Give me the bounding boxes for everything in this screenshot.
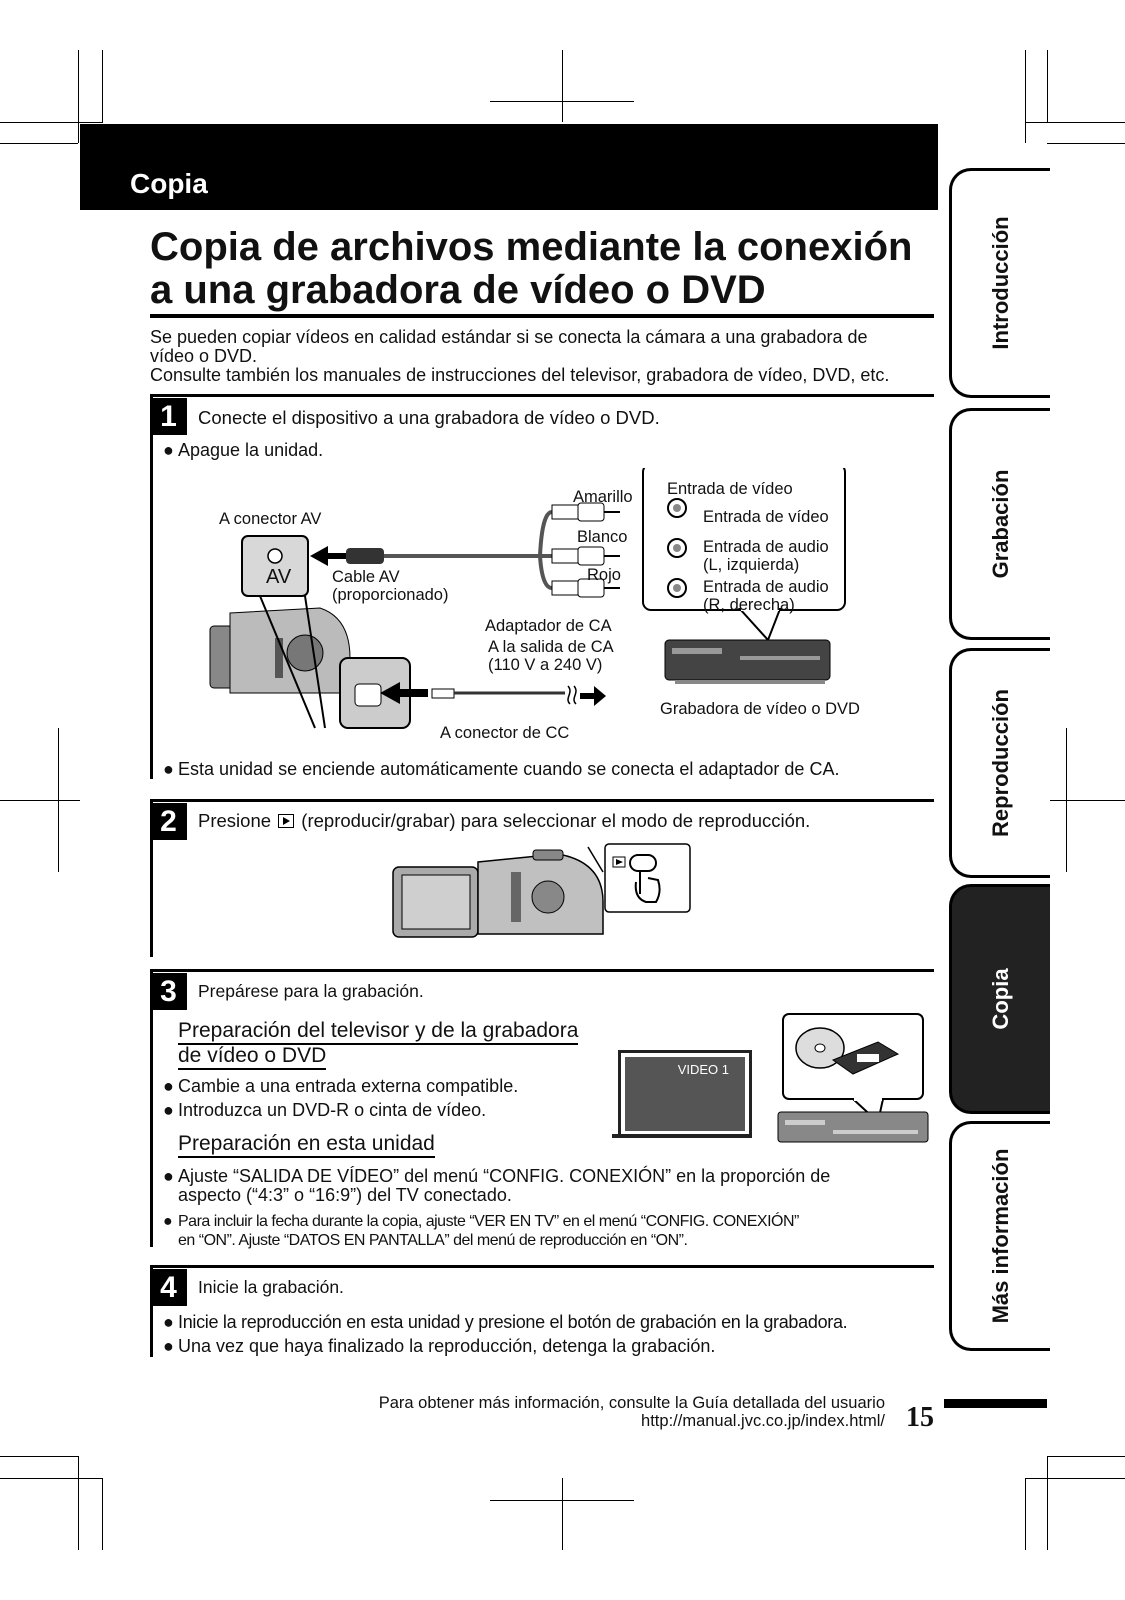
label-blanco: Blanco — [577, 528, 628, 546]
camcorder-icon — [393, 850, 603, 937]
label-cable-line2: (proporcionado) — [332, 586, 449, 604]
step3-bullet2-text: Introduzca un DVD-R o cinta de vídeo. — [178, 1100, 487, 1120]
label-outlet-1: A la salida de CA — [488, 638, 614, 656]
recorder-icon — [778, 1112, 928, 1142]
step3-subheading1 — [178, 1018, 578, 1068]
step4-bullet2-text: Una vez que haya finalizado la reproducción, detenga la grabación. — [178, 1336, 716, 1356]
step3-subheading2 — [178, 1131, 435, 1156]
crop-mark — [1066, 728, 1067, 872]
label-av-connector: A conector AV — [219, 510, 322, 528]
crop-mark — [1047, 1456, 1048, 1550]
crop-mark — [562, 1478, 563, 1550]
label-audio-r-2: (R, derecha) — [703, 596, 795, 614]
bullet-dot: ● — [163, 440, 174, 460]
step4-bullet2 — [163, 1337, 715, 1356]
crop-mark — [1025, 1478, 1026, 1550]
section-header-bar — [80, 124, 938, 210]
tab-label: Grabación — [988, 469, 1013, 579]
recorder-media-illustration — [773, 1012, 933, 1147]
bullet-dot: ● — [163, 1336, 174, 1356]
intro-line1: Se pueden copiar vídeos en calidad estándar si se conecta la cámara a una grabadora de — [150, 327, 868, 347]
crop-mark — [1025, 1478, 1125, 1479]
tab-mas-informacion[interactable] — [949, 1121, 1050, 1351]
step2-text-after: (reproducir/grabar) para seleccionar el modo de reproducción. — [301, 810, 811, 831]
label-audio-l-2: (L, izquierda) — [703, 556, 800, 574]
bullet-dot: ● — [163, 759, 174, 779]
tab-label: Copia — [988, 968, 1013, 1030]
bullet-dot: ● — [163, 1213, 173, 1230]
arrow-right-icon — [594, 686, 606, 706]
dc-plug-icon — [432, 689, 454, 698]
label-amarillo: Amarillo — [573, 488, 633, 506]
step4-number: 4 — [150, 1269, 187, 1306]
step3-bullet3-cont: aspecto (“4:3” o “16:9”) del TV conectado. — [178, 1185, 512, 1205]
cable-red — [540, 556, 552, 588]
step2-text — [198, 810, 810, 832]
step2-text-before: Presione — [198, 810, 272, 831]
label-adapter: Adaptador de CA — [485, 617, 612, 635]
crop-mark — [102, 1478, 103, 1550]
tab-label: Reproducción — [988, 689, 1013, 837]
crop-mark — [58, 728, 59, 872]
arrow-shaft — [328, 553, 346, 559]
crop-mark — [0, 1456, 78, 1457]
step4-text: Inicie la grabación. — [198, 1277, 344, 1297]
bullet-dot: ● — [163, 1100, 174, 1120]
tab-reproduccion[interactable] — [949, 648, 1050, 878]
step3-bullet3-line1: Ajuste “SALIDA DE VÍDEO” del menú “CONFIG. CONEXIÓN” en la proporción de — [178, 1166, 831, 1186]
bullet-dot: ● — [163, 1076, 174, 1096]
crop-mark — [78, 50, 79, 143]
step3-subheading2-text: Preparación en esta unidad — [178, 1132, 435, 1158]
step4-bullet1-text: Inicie la reproducción en esta unidad y presione el botón de grabación en la grabadora. — [178, 1312, 848, 1332]
av-plug-icon — [346, 548, 384, 564]
step2-rule — [150, 799, 934, 802]
crop-mark — [1025, 122, 1125, 123]
label-dc-connector: A conector de CC — [440, 724, 570, 742]
bullet-dot: ● — [163, 1312, 174, 1332]
step1-bullet1 — [163, 441, 323, 460]
label-box-title: Entrada de vídeo — [667, 480, 793, 498]
label-audio-l-1: Entrada de audio — [703, 538, 829, 556]
recorder-icon — [665, 640, 830, 684]
crop-mark — [0, 1478, 103, 1479]
step3-text: Prepárese para la grabación. — [198, 981, 424, 1001]
crop-mark — [1047, 143, 1125, 144]
section-title: Copia — [130, 168, 208, 199]
tab-label: Introducción — [988, 216, 1013, 350]
footer-bar — [944, 1399, 1047, 1408]
bullet-dot: ● — [163, 1166, 174, 1186]
page-number: 15 — [906, 1402, 934, 1433]
step1-bullet2-text: Esta unidad se enciende automáticamente cuando se conecta el adaptador de CA. — [178, 759, 840, 779]
footer-url[interactable]: http://manual.jvc.co.jp/index.html/ — [641, 1412, 885, 1430]
label-av-jack: AV — [266, 566, 292, 588]
crop-mark — [1047, 1456, 1125, 1457]
step3-bullet1-text: Cambie a una entrada externa compatible. — [178, 1076, 519, 1096]
crop-mark — [78, 1456, 79, 1550]
crop-mark — [0, 122, 103, 123]
label-rojo: Rojo — [587, 566, 621, 584]
footer-line1: Para obtener más información, consulte la Guía detallada del usuario — [378, 1394, 885, 1412]
tab-label: Más información — [988, 1148, 1013, 1324]
step4-rule — [150, 1265, 934, 1268]
camcorder-icon — [210, 608, 350, 693]
crop-mark — [562, 50, 563, 122]
step3-bullet4-line1: Para incluir la fecha durante la copia, ajuste “VER EN TV” en el menú “CONFIG. CONEXIÓN” — [178, 1213, 799, 1230]
footer-note — [379, 1394, 885, 1430]
crop-mark — [1047, 800, 1125, 801]
label-outlet-2: (110 V a 240 V) — [488, 656, 603, 674]
page-title — [150, 226, 940, 312]
step1-text: Conecte el dispositivo a una grabadora de vídeo o DVD. — [198, 407, 660, 428]
step3-rule — [150, 969, 934, 972]
cable-yellow — [540, 512, 552, 556]
page-title-line2: a una grabadora de vídeo o DVD — [150, 268, 766, 312]
tab-grabacion[interactable] — [949, 408, 1050, 640]
av-jack-icon — [268, 549, 282, 563]
label-audio-r-1: Entrada de audio — [703, 578, 829, 596]
step1-bar — [150, 394, 153, 779]
step3-bullet4-cont: en “ON”. Ajuste “DATOS EN PANTALLA” del menú de reproducción en “ON”. — [178, 1232, 688, 1249]
play-button — [630, 855, 656, 871]
step4-bullet1 — [163, 1313, 847, 1332]
step2-illustration — [388, 842, 698, 947]
tv-icon — [618, 1050, 752, 1138]
step3-bar — [150, 969, 153, 1247]
intro-line3: Consulte también los manuales de instrucciones del televisor, grabadora de vídeo, DVD, etc. — [150, 365, 890, 385]
step1-bullet2 — [163, 760, 839, 779]
play-button-icon — [278, 814, 294, 828]
label-video-in: Entrada de vídeo — [703, 508, 829, 526]
crop-mark — [1047, 50, 1048, 122]
rca-plug-white-icon — [552, 547, 620, 565]
arrow-icon — [310, 546, 328, 566]
crop-mark — [102, 50, 103, 122]
page-title-line1: Copia de archivos mediante la conexión — [150, 225, 913, 269]
crop-mark — [1025, 50, 1026, 143]
step1-number: 1 — [150, 398, 187, 435]
tv-label: VIDEO 1 — [677, 1062, 729, 1077]
step3-bullet4 — [163, 1212, 799, 1231]
tv-stand — [612, 1134, 752, 1138]
step3-bullet3 — [163, 1167, 830, 1186]
intro-line2: vídeo o DVD. — [150, 346, 258, 366]
label-recorder: Grabadora de vídeo o DVD — [660, 700, 860, 718]
crop-mark — [0, 143, 78, 144]
step3-subheading1-line2: de vídeo o DVD — [178, 1044, 326, 1070]
step1-bullet1-text: Apague la unidad. — [178, 440, 324, 460]
step3-subheading1-line1: Preparación del televisor y de la grabadora — [178, 1019, 578, 1045]
label-cable-line1: Cable AV — [332, 568, 400, 586]
title-rule — [150, 314, 934, 318]
step1-rule — [150, 394, 934, 397]
tab-copia[interactable] — [949, 884, 1050, 1114]
step3-number: 3 — [150, 973, 187, 1010]
tab-introduccion[interactable] — [949, 168, 1050, 398]
step3-bullet1 — [163, 1077, 518, 1096]
step2-number: 2 — [150, 803, 187, 840]
crop-mark — [0, 800, 80, 801]
step3-bullet2 — [163, 1101, 486, 1120]
